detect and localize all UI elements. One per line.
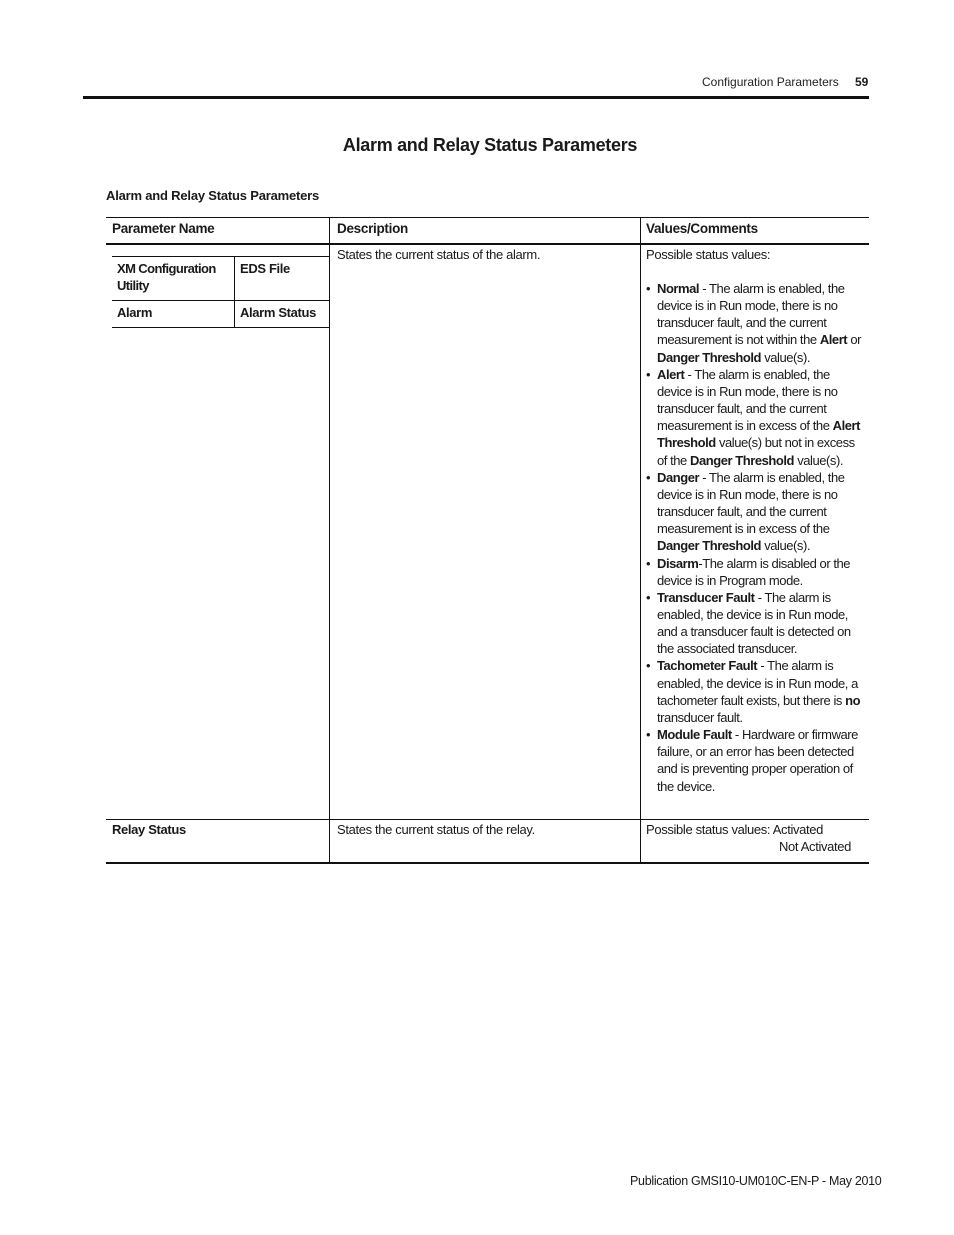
alarm-values-intro: Possible status values: [646,247,771,262]
emphasis-text: Alert [819,332,848,348]
alarm-description: States the current status of the alarm. [337,247,541,262]
row-divider [106,819,869,820]
page-number: 59 [855,75,869,89]
status-value-term: Transducer Fault [657,589,755,605]
emphasis-text: no [845,692,861,708]
status-value-item: • Alert - The alarm is enabled, the device is in Run mode, there is no transducer fault, and the current measurement is in excess of the Alert Threshold value(s) but not in excess of the Danger Threshold value(s). [645,366,867,469]
status-value-term: Normal [657,281,700,296]
status-value-term: Disarm [657,555,699,571]
relay-values-intro [646,821,823,838]
parameter-alarm: Alarm [117,305,153,320]
section-title: Alarm and Relay Status Parameters [342,135,638,155]
relay-values-intro-text: Possible status values: [646,822,771,837]
emphasis-text: Danger Threshold [690,452,795,468]
header-rule [83,96,869,99]
subtable-header-xm-utility: XM Configuration Utility [117,261,216,294]
relay-description: States the current status of the relay. [337,822,535,837]
subtable-bottom-rule [112,327,330,328]
column-divider-2 [640,217,641,863]
status-value-item: • Normal - The alarm is enabled, the device is in Run mode, there is no transducer fault, and the current measurement is not within the Alert or Danger Threshold value(s). [645,280,867,366]
emphasis-text: Danger Threshold [657,538,762,554]
publication-footer: Publication GMSI10-UM010C-EN-P - May 2010 [630,1174,882,1188]
status-value-item: • Danger - The alarm is enabled, the device is in Run mode, there is no transducer fault, and the current measurement is in excess of the Danger Threshold value(s). [645,469,867,555]
status-value-item: • Module Fault - Hardware or firmware failure, or an error has been detected and is preventing proper operation of the device. [645,726,867,795]
col-header-parameter-name: Parameter Name [112,221,215,236]
subtable-mid-rule [112,300,330,301]
status-value-term: Danger [657,469,700,485]
table-caption: Alarm and Relay Status Parameters [106,188,320,203]
parameter-relay-status: Relay Status [112,822,186,837]
table-header-rule [106,243,869,245]
parameter-alarm-status: Alarm Status [240,305,316,320]
subtable-column-divider [234,256,235,328]
status-value-term: Module Fault [657,727,732,743]
status-value-item: • Transducer Fault - The alarm is enabled, the device is in Run mode, and a transducer fault is detected on the associated transducer. [645,589,867,658]
col-header-values: Values/Comments [646,221,758,236]
subtable-top-rule [112,256,330,257]
relay-value-activated: Activated [772,822,824,837]
status-value-item: • Disarm-The alarm is disabled or the device is in Program mode. [645,555,867,589]
table-bottom-rule [106,862,869,864]
running-header: Configuration Parameters [702,75,839,89]
emphasis-text: Danger Threshold [657,349,762,365]
table-top-rule [106,217,869,218]
status-value-item: • Tachometer Fault - The alarm is enabled, the device is in Run mode, a tachometer fault exists, but there is no transducer fault. [645,657,867,726]
relay-value-not-activated: Not Activated [779,839,852,854]
status-value-term: Tachometer Fault [657,658,758,674]
subtable-header-eds-file: EDS File [240,261,290,276]
alarm-status-values-list [645,280,867,795]
col-header-description: Description [337,221,408,236]
emphasis-text: Alert Threshold [657,418,861,451]
status-value-term: Alert [657,366,685,382]
column-divider-1 [329,217,330,863]
